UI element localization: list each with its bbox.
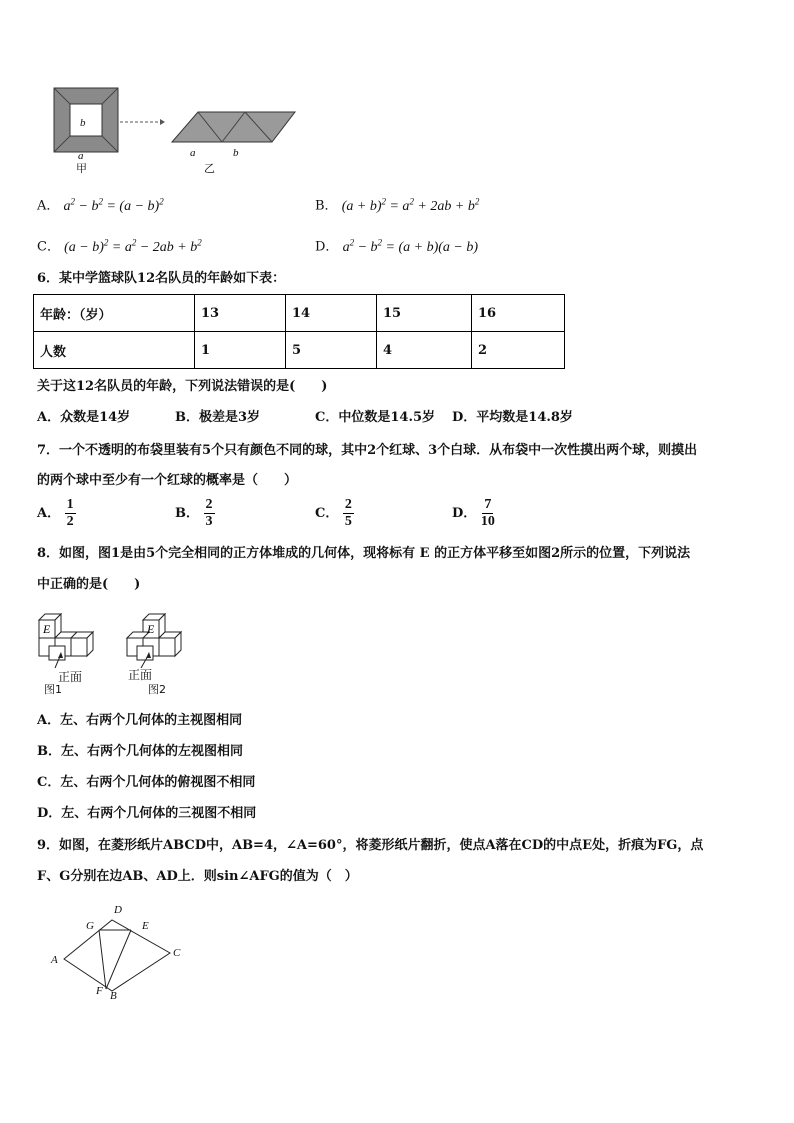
- table-cell: 15: [377, 295, 472, 332]
- fig2-cube-e: E: [147, 622, 155, 636]
- q8-option-b[interactable]: B．左、右两个几何体的左视图相同: [37, 744, 243, 759]
- table-cell: 16: [472, 295, 565, 332]
- fraction: [65, 497, 76, 530]
- option-letter: D．: [452, 506, 477, 521]
- numerator: 1: [66, 497, 74, 512]
- point-e: E: [142, 920, 149, 932]
- option-letter: A．: [37, 506, 61, 521]
- q6-stem: 6．某中学篮球队12名队员的年龄如下表：: [37, 271, 286, 286]
- fig1-caption: 图1: [44, 683, 62, 696]
- table-header-cell: 人数: [34, 332, 195, 369]
- fig1-front-label: 正面: [58, 670, 83, 684]
- denominator: 5: [344, 514, 352, 529]
- q7-option-a[interactable]: [37, 497, 76, 530]
- table-cell: 4: [377, 332, 472, 369]
- q6-option-a[interactable]: A．众数是14岁: [37, 410, 131, 425]
- fraction: [204, 497, 215, 530]
- q5-figure: [50, 84, 300, 176]
- table-header-cell: 年龄：（岁）: [34, 295, 195, 332]
- numerator: 2: [205, 497, 213, 512]
- q6-option-b[interactable]: B．极差是3岁: [175, 410, 261, 425]
- fraction: [343, 497, 354, 530]
- fig1-cube-e: E: [43, 622, 51, 636]
- q9-line2: F、G分别在边AB、AD上．则sin∠AFG的值为（ ）: [37, 869, 358, 884]
- q7-line2: 的两个球中至少有一个红球的概率是（ ）: [37, 473, 298, 488]
- q6-option-c[interactable]: C．中位数是14.5岁: [315, 410, 436, 425]
- option-letter: B．: [315, 198, 338, 214]
- option-letter: C．: [315, 506, 339, 521]
- table-cell: 13: [195, 295, 286, 332]
- q5-label-b-inner: b: [80, 117, 86, 129]
- q5-caption-jia: 甲: [76, 162, 87, 175]
- q5-option-a[interactable]: [37, 192, 164, 216]
- table-cell: 14: [286, 295, 377, 332]
- point-d: D: [114, 904, 122, 916]
- denominator: 2: [66, 514, 74, 529]
- q9-figure: [46, 902, 196, 1006]
- q5-option-d[interactable]: [315, 233, 478, 257]
- formula: $(a + b)^2 = a^2 + 2ab + b^2$: [341, 196, 480, 214]
- table-cell: 1: [195, 332, 286, 369]
- fraction: [481, 497, 495, 530]
- table-cell: 2: [472, 332, 565, 369]
- point-a: A: [51, 954, 58, 966]
- q5-label-a-para: a: [190, 147, 196, 159]
- table-cell: 5: [286, 332, 377, 369]
- q6-question: 关于这12名队员的年龄，下列说法错误的是( ): [37, 379, 328, 394]
- option-letter: C．: [37, 239, 60, 255]
- q8-option-a[interactable]: A．左、右两个几何体的主视图相同: [37, 713, 243, 728]
- numerator: 2: [344, 497, 352, 512]
- denominator: 10: [480, 514, 495, 529]
- table-row: [34, 295, 565, 332]
- option-letter: B．: [175, 506, 199, 521]
- q5-option-b[interactable]: [315, 192, 479, 216]
- option-letter: A．: [37, 198, 60, 214]
- point-f: F: [96, 985, 103, 997]
- q8-line2: 中正确的是( ): [37, 577, 141, 592]
- formula: $(a - b)^2 = a^2 - 2ab + b^2$: [64, 237, 202, 255]
- square-to-parallelogram-figure: [50, 84, 300, 176]
- q7-option-d[interactable]: [452, 497, 495, 530]
- q9-line1: 9．如图，在菱形纸片ABCD中，AB=4，∠A=60°，将菱形纸片翻折，使点A落在CD的中点E处，折痕为FG，点: [37, 838, 704, 853]
- point-g: G: [86, 920, 94, 932]
- q5-option-c[interactable]: [37, 233, 202, 257]
- fig2-caption: 图2: [148, 683, 166, 696]
- q7-option-c[interactable]: [315, 497, 354, 530]
- option-letter: D．: [315, 239, 339, 255]
- q8-line1: 8．如图，图1是由5个完全相同的正方体堆成的几何体，现将标有 E 的正方体平移至如图2所示的位置，下列说法: [37, 546, 691, 561]
- q5-label-a-square: a: [78, 150, 84, 162]
- q6-option-d[interactable]: D．平均数是14.8岁: [452, 410, 573, 425]
- age-table: [33, 294, 565, 369]
- numerator: 7: [484, 497, 492, 512]
- point-b: B: [110, 990, 117, 1002]
- formula: $a^2 - b^2 = (a + b)(a - b)$: [342, 237, 479, 255]
- q7-line1: 7．一个不透明的布袋里装有5个只有颜色不同的球，其中2个红球、3个白球．从布袋中一次性摸出两个球，则摸出: [37, 443, 698, 458]
- q5-label-b-para: b: [233, 147, 239, 159]
- fig2-front-label: 正面: [128, 668, 153, 682]
- denominator: 3: [205, 514, 213, 529]
- table-row: [34, 332, 565, 369]
- point-c: C: [173, 947, 181, 959]
- formula: $a^2 - b^2 = (a - b)^2$: [63, 196, 164, 214]
- q7-option-b[interactable]: [175, 497, 215, 530]
- q5-caption-yi: 乙: [204, 162, 215, 175]
- q8-option-c[interactable]: C．左、右两个几何体的俯视图不相同: [37, 775, 256, 790]
- q8-option-d[interactable]: D．左、右两个几何体的三视图不相同: [37, 806, 257, 821]
